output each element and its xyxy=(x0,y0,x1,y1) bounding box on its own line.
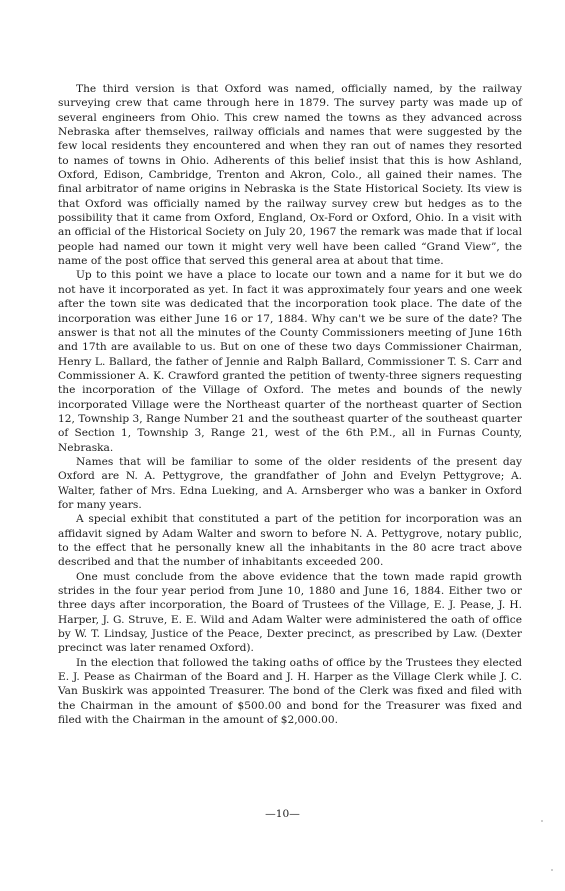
paragraph-affidavit: A special exhibit that constituted a part of the petition for incorporation was an affidavit signed by Adam Walter and sworn to before N. A. Pettygrove, notary public, to the effect that he personally knew all the inhabitants in the 80 acre tract above described and that the number of inhabitants exceeded 200. xyxy=(58,513,522,569)
paper-speck xyxy=(551,869,553,871)
paragraph-election: In the election that followed the taking oaths of office by the Trustees they elected E. J. Pease as Chairman of the Board and J. H. Harper as the Village Clerk while J. C. Van Buskirk was appointed Treasurer. The bond of the Clerk was fixed and filed with the Chairman in the amount of $500.00 and bond for the Treasurer was fixed and filed with the Chairman in the amount of $2,000.00. xyxy=(58,656,522,727)
paragraph-incorporation-date: Up to this point we have a place to locate our town and a name for it but we do not have it incorporated as yet. In fact it was approximately four years and one week after the town site was dedicated that the incorporation took place. The date of the incorporation was either June 16 or 17, 1884. Why can't we be sure of the date? The answer is that not all the minutes of the County Commissioners meeting of June 16th and 17th are available to us. But on one of these two days Commissioner Chairman, Henry L. Ballard, the father of Jennie and Ralph Ballard, Commissioner T. S. Carr and Commissioner A. K. Crawford granted the petition of twenty-three signers requesting the incorporation of the Village of Oxford. The metes and bounds of the newly incorporated Village were the Northeast quarter of the northeast quarter of Section 12, Township 3, Range Number 21 and the southeast quarter of the southeast quarter of Section 1, Township 3, Range 21, west of the 6th P.M., all in Furnas County, Nebraska. xyxy=(58,269,522,454)
page-body xyxy=(58,82,522,727)
page-number: —10— xyxy=(265,808,300,820)
paper-speck xyxy=(541,820,543,822)
paragraph-board-of-trustees: One must conclude from the above evidence that the town made rapid growth strides in the four year period from June 10, 1880 and June 16, 1884. Either two or three days after incorporation, the Board of Trustees of the Village, E. J. Pease, J. H. Harper, J. G. Struve, E. E. Wild and Adam Walter were administered the oath of office by W. T. Lindsay, Justice of the Peace, Dexter precinct, as prescribed by Law. (Dexter precinct was later renamed Oxford). xyxy=(58,570,522,655)
paragraph-familiar-names: Names that will be familiar to some of the older residents of the present day Oxford are N. A. Pettygrove, the grandfather of John and Evelyn Pettygrove; A. Walter, father of Mrs. Edna Lueking, and A. Arnsberger who was a banker in Oxford for many years. xyxy=(58,455,522,511)
paragraph-railway-naming: The third version is that Oxford was named, officially named, by the railway surveying crew that came through here in 1879. The survey party was made up of several engineers from Ohio. This crew named the towns as they advanced across Nebraska after themselves, railway officials and names that were suggested by the few local residents they encountered and when they ran out of names they resorted to names of towns in Ohio. Adherents of this belief insist that this is how Ashland, Oxford, Edison, Cambridge, Trenton and Akron, Colo., all gained their names. The final arbitrator of name origins in Nebraska is the State Historical Society. Its view is that Oxford was officially named by the railway survey crew but hedges as to the possibility that it came from Oxford, England, Ox-Ford or Oxford, Ohio. In a visit with an official of the Historical Society on July 20, 1967 the remark was made that if local people had named our town it might very well have been called “Grand View”, the name of the post office that served this general area at about that time. xyxy=(58,83,522,268)
